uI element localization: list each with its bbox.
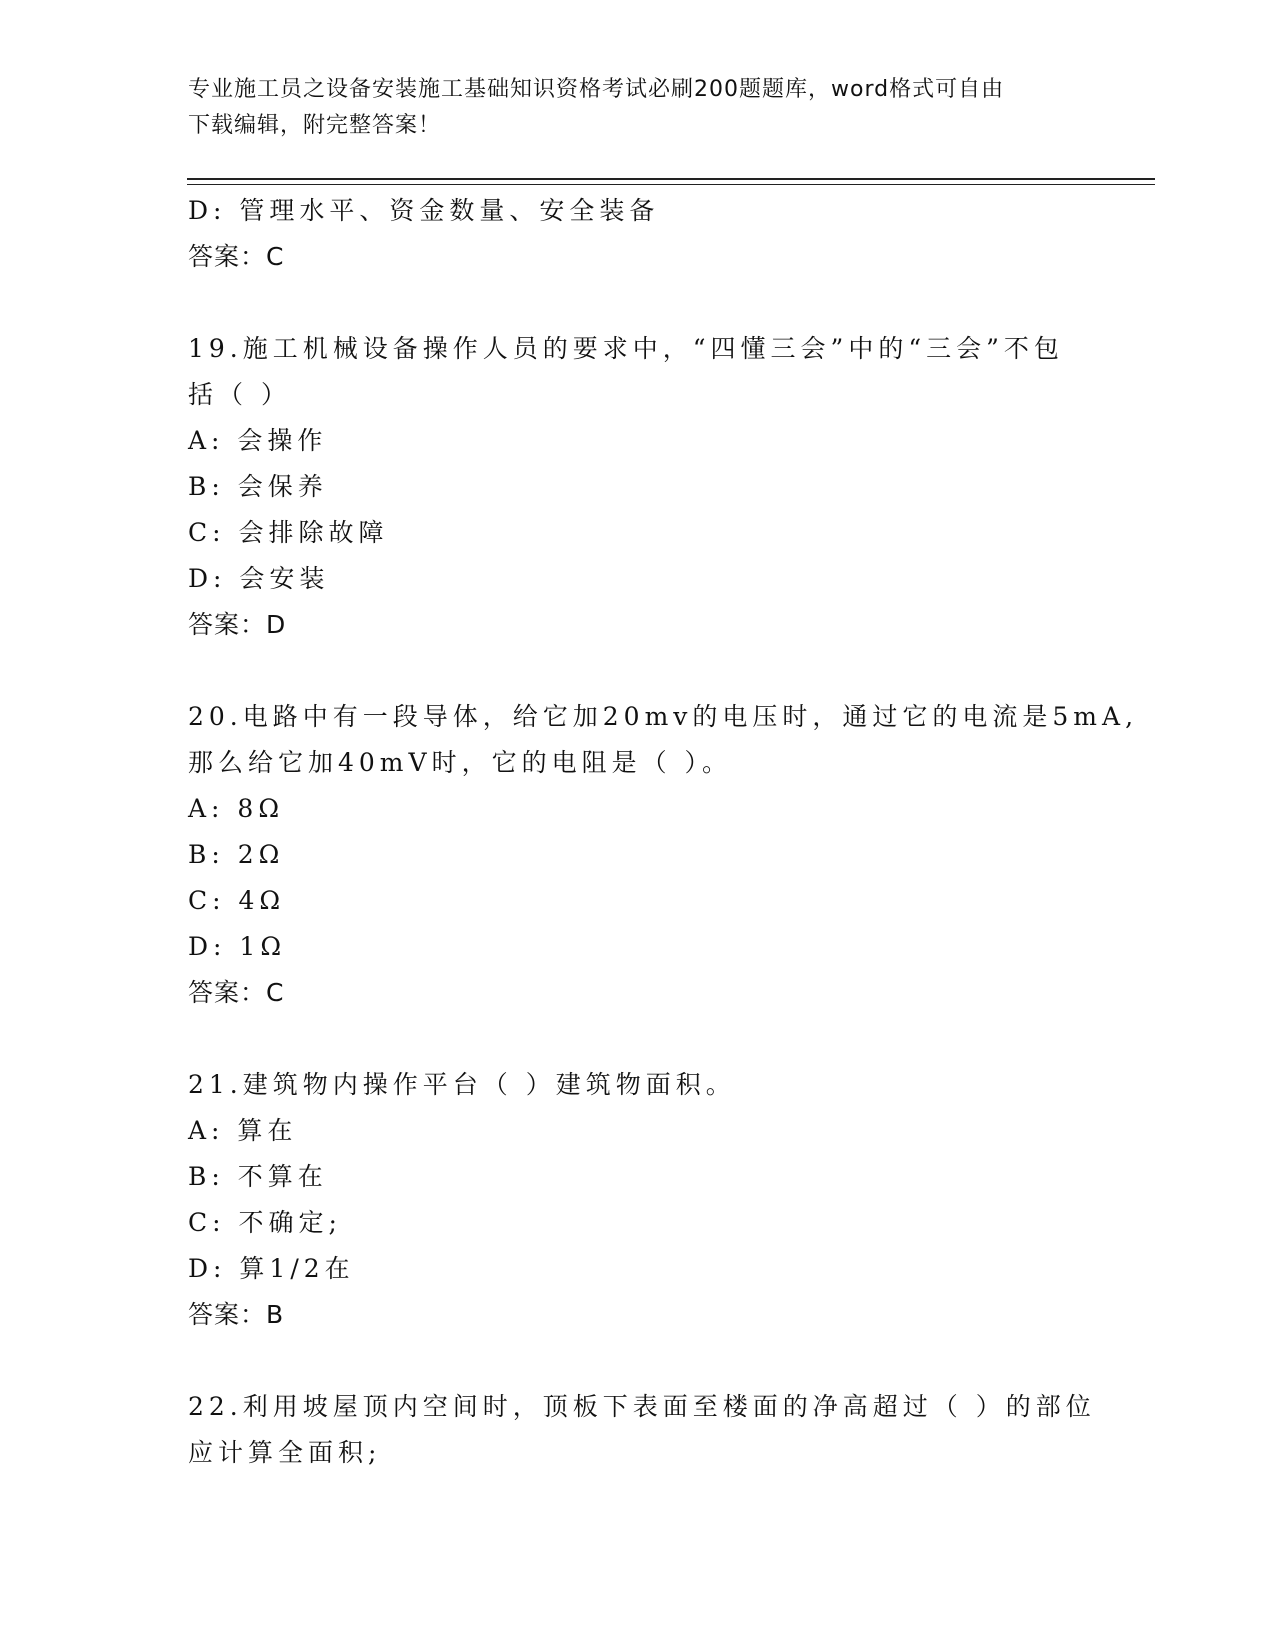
question-22 (188, 1384, 1096, 1476)
question-stem-line-1: 21.建筑物内操作平台（ ）建筑物面积。 (188, 1070, 736, 1099)
question-19 (188, 326, 1088, 648)
option-d: D: 算1/2在 (188, 1254, 355, 1283)
option-b: B: 不算在 (188, 1162, 328, 1191)
question-stem-line-1: 19.施工机械设备操作人员的要求中，“四懂三会”中的“三会”不包 (188, 334, 1064, 363)
header-title-line-2: 下载编辑，附完整答案！ (188, 113, 442, 138)
option-d: D: 会安装 (188, 564, 330, 593)
option-d: D: 1Ω (188, 932, 287, 961)
option-c: C: 会排除故障 (188, 518, 389, 547)
question-stem-line-1: 22.利用坡屋顶内空间时，顶板下表面至楼面的净高超过（ ）的部位 (188, 1392, 1096, 1421)
option-c: C: 4Ω (188, 886, 286, 915)
question-list (188, 188, 1139, 1476)
document-header (188, 72, 1088, 144)
option-a: A: 算在 (188, 1116, 298, 1145)
question-stem-line-2: 应计算全面积; (188, 1438, 382, 1467)
spacer (188, 648, 1088, 694)
option-a: A: 会操作 (188, 426, 328, 455)
answer: 答案：C (188, 978, 285, 1007)
prev-question-option-d: D: 管理水平、资金数量、安全装备 (188, 196, 660, 225)
option-a: A: 8Ω (188, 794, 285, 823)
question-21 (188, 1062, 1088, 1338)
spacer (188, 1016, 1088, 1062)
option-c: C: 不确定; (188, 1208, 342, 1237)
spacer (188, 1338, 1088, 1384)
question-stem-line-2: 那么给它加40mV时，它的电阻是（ ）。 (188, 748, 733, 777)
question-20 (188, 694, 1139, 1016)
header-title-line-1: 专业施工员之设备安装施工基础知识资格考试必刷200题题库，word格式可自由 (188, 77, 1005, 102)
question-stem-line-1: 20.电路中有一段导体，给它加20mv的电压时，通过它的电流是5mA, (188, 702, 1139, 731)
prev-question-answer: 答案：C (188, 242, 285, 271)
answer: 答案：B (188, 1300, 285, 1329)
spacer (188, 280, 1088, 326)
option-b: B: 会保养 (188, 472, 328, 501)
header-divider-thin (187, 184, 1155, 185)
header-divider-thick (187, 178, 1155, 180)
question-stem-line-2: 括（ ） (188, 380, 291, 409)
option-b: B: 2Ω (188, 840, 285, 869)
answer: 答案：D (188, 610, 287, 639)
